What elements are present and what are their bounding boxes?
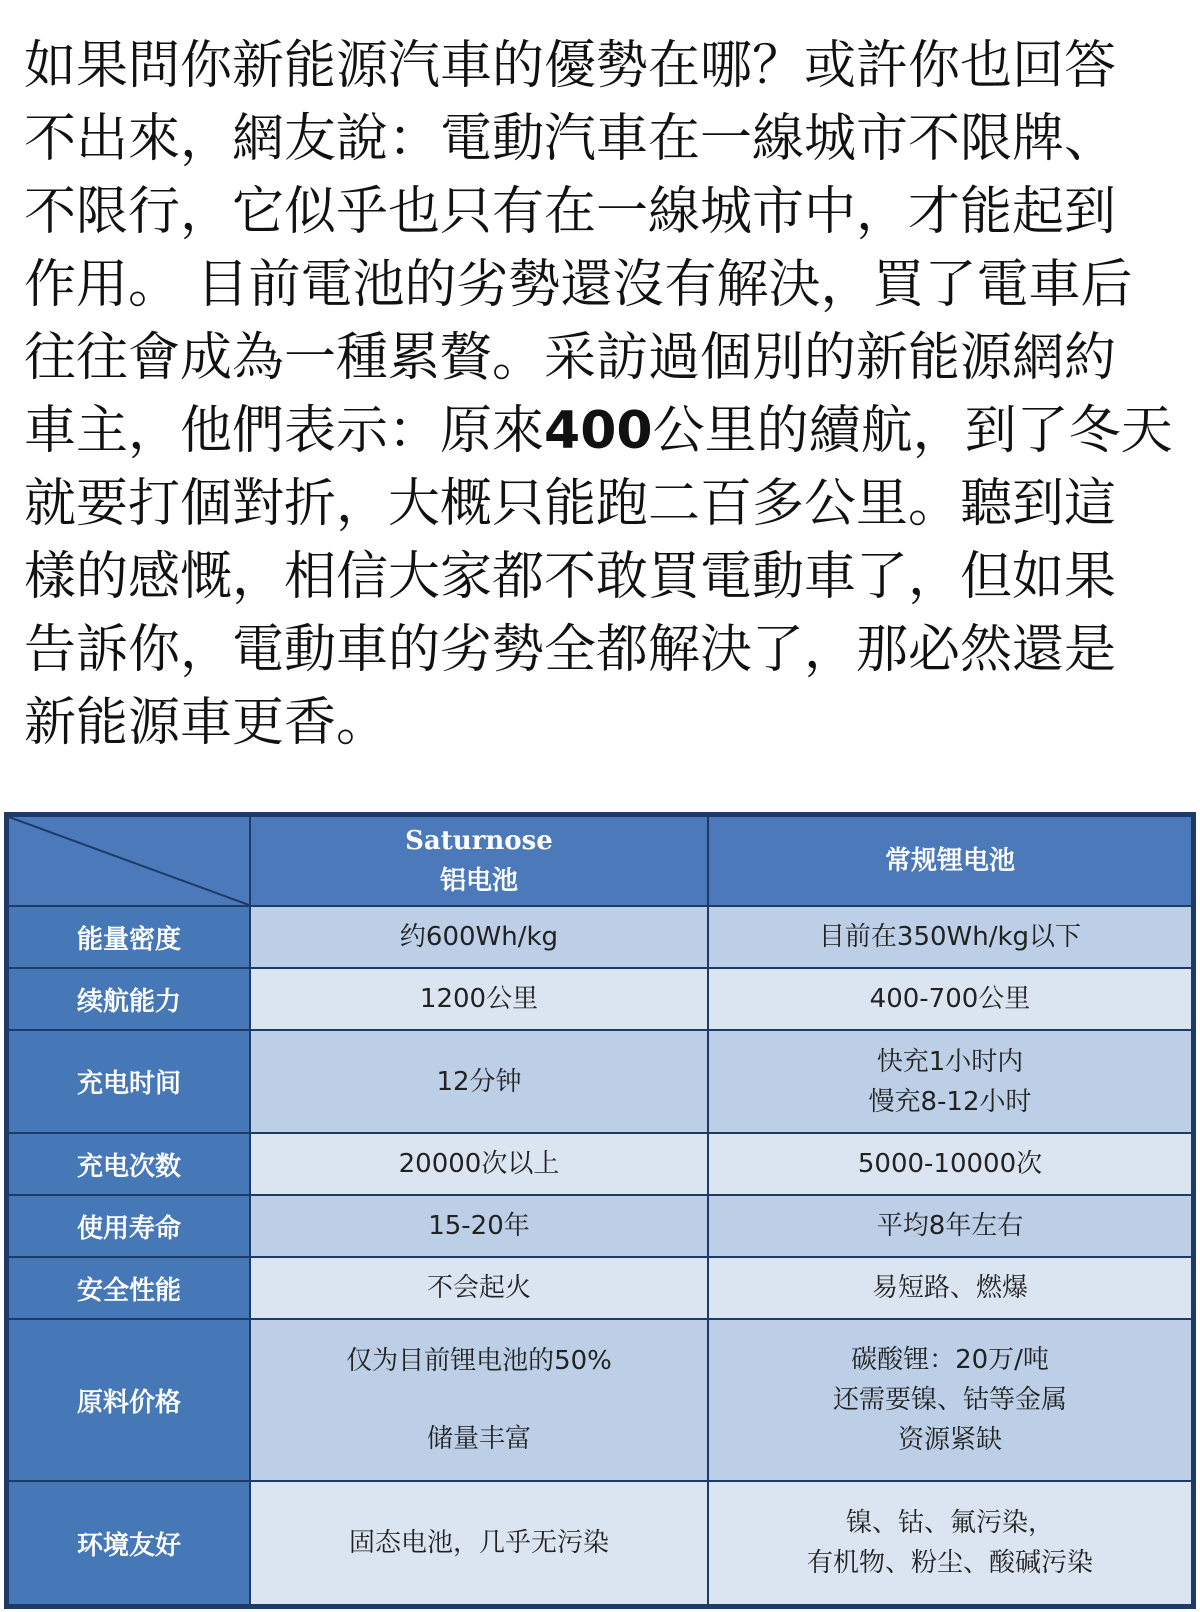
article-line: 不出來，網友說：電動汽車在一線城市不限牌、: [24, 109, 1117, 169]
lithium-value-line: 快充1小时内: [876, 1046, 1024, 1077]
article-line: 樣的感慨，相信大家都不敢買電動車了，但如果: [24, 547, 1117, 607]
lithium-value-line: 有机物、粉尘、酸碱污染: [806, 1548, 1093, 1578]
lithium-value: [709, 1031, 1191, 1132]
article-line: 作用。 目前電池的劣勢還沒有解決，買了電車后: [24, 255, 1133, 315]
table-row: [9, 1482, 1191, 1604]
row-label: 续航能力: [9, 969, 249, 1029]
aluminum-value: 固态电池，几乎无污染: [251, 1482, 707, 1604]
table-header-row: [9, 817, 1191, 905]
lithium-value: 易短路、燃爆: [709, 1258, 1191, 1318]
diagonal-divider-icon: [9, 817, 249, 905]
table-row: [9, 1031, 1191, 1132]
header-aluminum-battery: [251, 817, 707, 905]
lithium-value-line: 慢充8-12小时: [868, 1086, 1032, 1117]
lithium-value-line: 还需要镍、钴等金属: [832, 1385, 1067, 1415]
lithium-value-line: 资源紧缺: [897, 1425, 1002, 1455]
lithium-value-line: 镍、钴、氟污染，: [845, 1508, 1054, 1538]
header-aluminum-brand: Saturnose: [405, 826, 553, 856]
article-line: 如果問你新能源汽車的優勢在哪？或許你也回答: [24, 36, 1117, 96]
header-corner-cell: [9, 817, 249, 905]
aluminum-value: 20000次以上: [251, 1134, 707, 1194]
row-label: 使用寿命: [9, 1196, 249, 1256]
article-line: 新能源車更香。: [24, 693, 389, 753]
aluminum-value-line: 储量丰富: [426, 1424, 531, 1454]
table-row: [9, 1320, 1191, 1480]
header-aluminum-label: 铝电池: [439, 866, 518, 896]
table-row: [9, 1196, 1191, 1256]
aluminum-value: 1200公里: [251, 969, 707, 1029]
lithium-value: 平均8年左右: [709, 1196, 1191, 1256]
article-line-part: 公里的續航，到了冬天: [652, 401, 1173, 461]
row-label: 环境友好: [9, 1482, 249, 1604]
lithium-value: [709, 1320, 1191, 1480]
article-line: 往往會成為一種累贅。采訪過個別的新能源網約: [24, 328, 1117, 388]
row-label: 原料价格: [9, 1320, 249, 1480]
lithium-value-line: 碳酸锂：20万/吨: [851, 1345, 1049, 1375]
article-line-number: 400: [544, 401, 653, 461]
aluminum-value-line: 仅为目前锂电池的50%: [346, 1346, 612, 1376]
article-line: 就要打個對折，大概只能跑二百多公里。聽到這: [24, 474, 1117, 534]
article-line: [24, 395, 1184, 468]
lithium-value: 5000-10000次: [709, 1134, 1191, 1194]
lithium-value: [709, 1482, 1191, 1604]
article-line: 不限行，它似乎也只有在一線城市中，才能起到: [24, 182, 1117, 242]
aluminum-value: 约600Wh/kg: [251, 907, 707, 967]
spacer: [251, 1381, 707, 1419]
comparison-grid: [7, 815, 1193, 1606]
aluminum-value: 15-20年: [251, 1196, 707, 1256]
row-label: 充电时间: [9, 1031, 249, 1132]
row-label: 充电次数: [9, 1134, 249, 1194]
aluminum-value: 不会起火: [251, 1258, 707, 1318]
comparison-table: [4, 812, 1196, 1609]
aluminum-value: 12分钟: [251, 1031, 707, 1132]
lithium-value: 目前在350Wh/kg以下: [709, 907, 1191, 967]
table-row: [9, 907, 1191, 967]
header-lithium-battery: 常规锂电池: [709, 817, 1191, 905]
table-row: [9, 969, 1191, 1029]
article-line-part: 車主，他們表示：原來: [24, 401, 545, 461]
row-label: 安全性能: [9, 1258, 249, 1318]
table-row: [9, 1134, 1191, 1194]
article-text: [24, 30, 1184, 760]
article-line: 告訴你，電動車的劣勢全都解決了，那必然還是: [24, 620, 1117, 680]
lithium-value: 400-700公里: [709, 969, 1191, 1029]
table-row: [9, 1258, 1191, 1318]
row-label: 能量密度: [9, 907, 249, 967]
aluminum-value: [251, 1320, 707, 1480]
